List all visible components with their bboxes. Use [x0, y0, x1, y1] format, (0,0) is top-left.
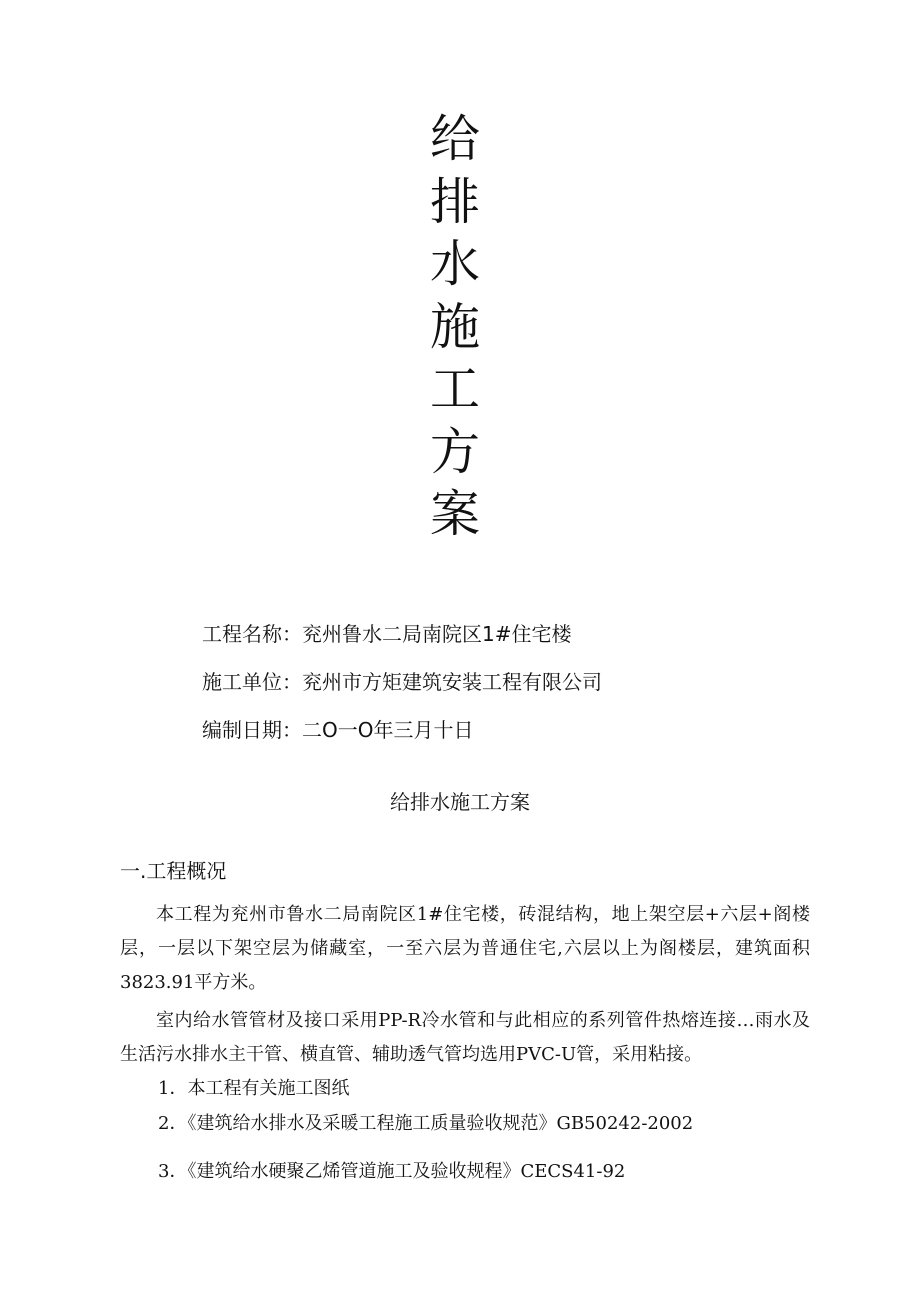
compile-date-line	[202, 716, 473, 744]
construction-unit-label: 施工单位：	[202, 670, 302, 694]
construction-unit-value: 兖州市方矩建筑安装工程有限公司	[302, 670, 602, 694]
reference-item: 3．《建筑给水硬聚乙烯管道施工及验收规程》CECS41-92	[158, 1161, 626, 1182]
reference-item: 2．《建筑给水排水及采暖工程施工质量验收规范》GB50242-2002	[158, 1113, 694, 1134]
compile-date-value: 二O一O年三月十日	[302, 718, 474, 742]
project-name-label: 工程名称：	[202, 622, 302, 646]
cover-title: 给排水施工方案	[430, 110, 480, 543]
reference-item: 1．本工程有关施工图纸	[158, 1078, 350, 1099]
section-heading-overview: 一.工程概况	[120, 859, 227, 883]
project-name-value: 兖州鲁水二局南院区1#住宅楼	[302, 622, 572, 646]
overview-paragraph-1: 本工程为兖州市鲁水二局南院区1#住宅楼，砖混结构，地上架空层+六层+阁楼层，一层以下架空层为储藏室，一至六层为普通住宅,六层以上为阁楼层，建筑面积3823.91平方米。	[120, 904, 810, 993]
project-name-line	[202, 620, 571, 648]
construction-unit-line	[202, 668, 602, 696]
compile-date-label: 编制日期：	[202, 718, 302, 742]
document-subtitle: 给排水施工方案	[390, 790, 530, 814]
overview-paragraph-2: 室内给水管管材及接口采用PP-R冷水管和与此相应的系列管件热熔连接…雨水及生活污水排水主干管、横直管、辅助透气管均选用PVC-U管，采用粘接。	[120, 1010, 810, 1065]
